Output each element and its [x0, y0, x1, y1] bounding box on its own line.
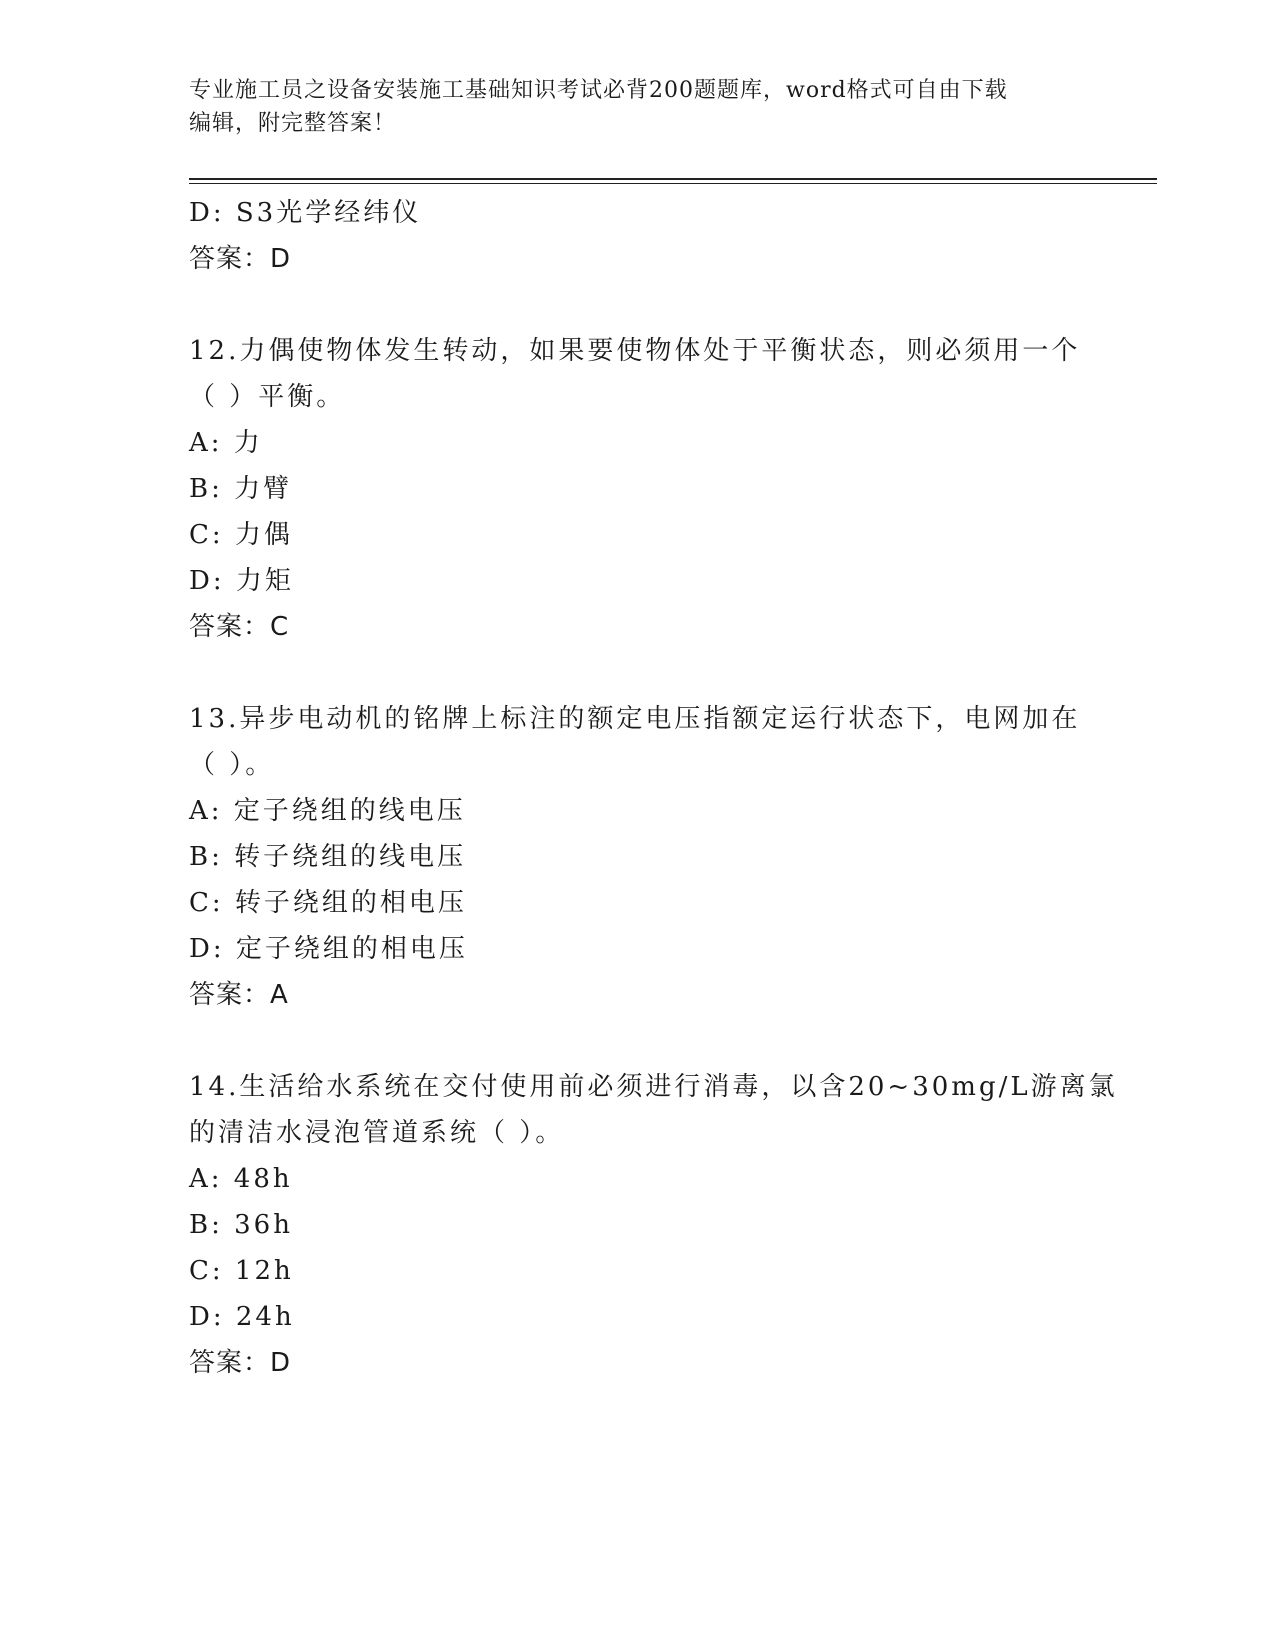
q13-option-d: D: 定子绕组的相电压 [189, 934, 468, 964]
spacer [189, 1018, 1089, 1064]
q14-option-b: B: 36h [189, 1210, 293, 1240]
page-header [189, 74, 1089, 140]
q13-option-c: C: 转子绕组的相电压 [189, 888, 467, 918]
q13-stem-line-2: （ ）。 [189, 750, 275, 780]
q11-answer: 答案：D [189, 244, 292, 274]
header-divider-thick [189, 178, 1157, 180]
q14-stem-line-1: 14.生活给水系统在交付使用前必须进行消毒，以含20~30mg/L游离氯 [189, 1072, 1118, 1102]
question-13 [189, 696, 1089, 1018]
q14-answer: 答案：D [189, 1348, 292, 1378]
q13-option-a: A: 定子绕组的线电压 [189, 796, 466, 826]
q12-option-a: A: 力 [189, 428, 263, 458]
header-title-line-2: 编辑，附完整答案！ [189, 111, 397, 136]
q13-option-b: B: 转子绕组的线电压 [189, 842, 467, 872]
q11-option-d: D: S3光学经纬仪 [189, 198, 422, 228]
question-14 [189, 1064, 1118, 1386]
q12-answer: 答案：C [189, 612, 290, 642]
header-divider-thin [189, 183, 1157, 184]
q13-answer: 答案：A [189, 980, 289, 1010]
q12-option-b: B: 力臂 [189, 474, 293, 504]
q14-option-d: D: 24h [189, 1302, 295, 1332]
spacer [189, 650, 1089, 696]
q14-option-c: C: 12h [189, 1256, 294, 1286]
q12-stem-line-2: （ ）平衡。 [189, 382, 346, 412]
spacer [189, 282, 1089, 328]
q14-option-a: A: 48h [189, 1164, 293, 1194]
question-list [189, 190, 1118, 1386]
header-title-line-1: 专业施工员之设备安装施工基础知识考试必背200题题库，word格式可自由下载 [189, 78, 1008, 103]
q13-stem-line-1: 13.异步电动机的铭牌上标注的额定电压指额定运行状态下，电网加在 [189, 704, 1081, 734]
q12-stem-line-1: 12.力偶使物体发生转动，如果要使物体处于平衡状态，则必须用一个 [189, 336, 1081, 366]
q12-option-d: D: 力矩 [189, 566, 294, 596]
question-11-tail [189, 190, 1089, 282]
q12-option-c: C: 力偶 [189, 520, 293, 550]
question-12 [189, 328, 1089, 650]
q14-stem-line-2: 的清洁水浸泡管道系统（ ）。 [189, 1118, 565, 1148]
